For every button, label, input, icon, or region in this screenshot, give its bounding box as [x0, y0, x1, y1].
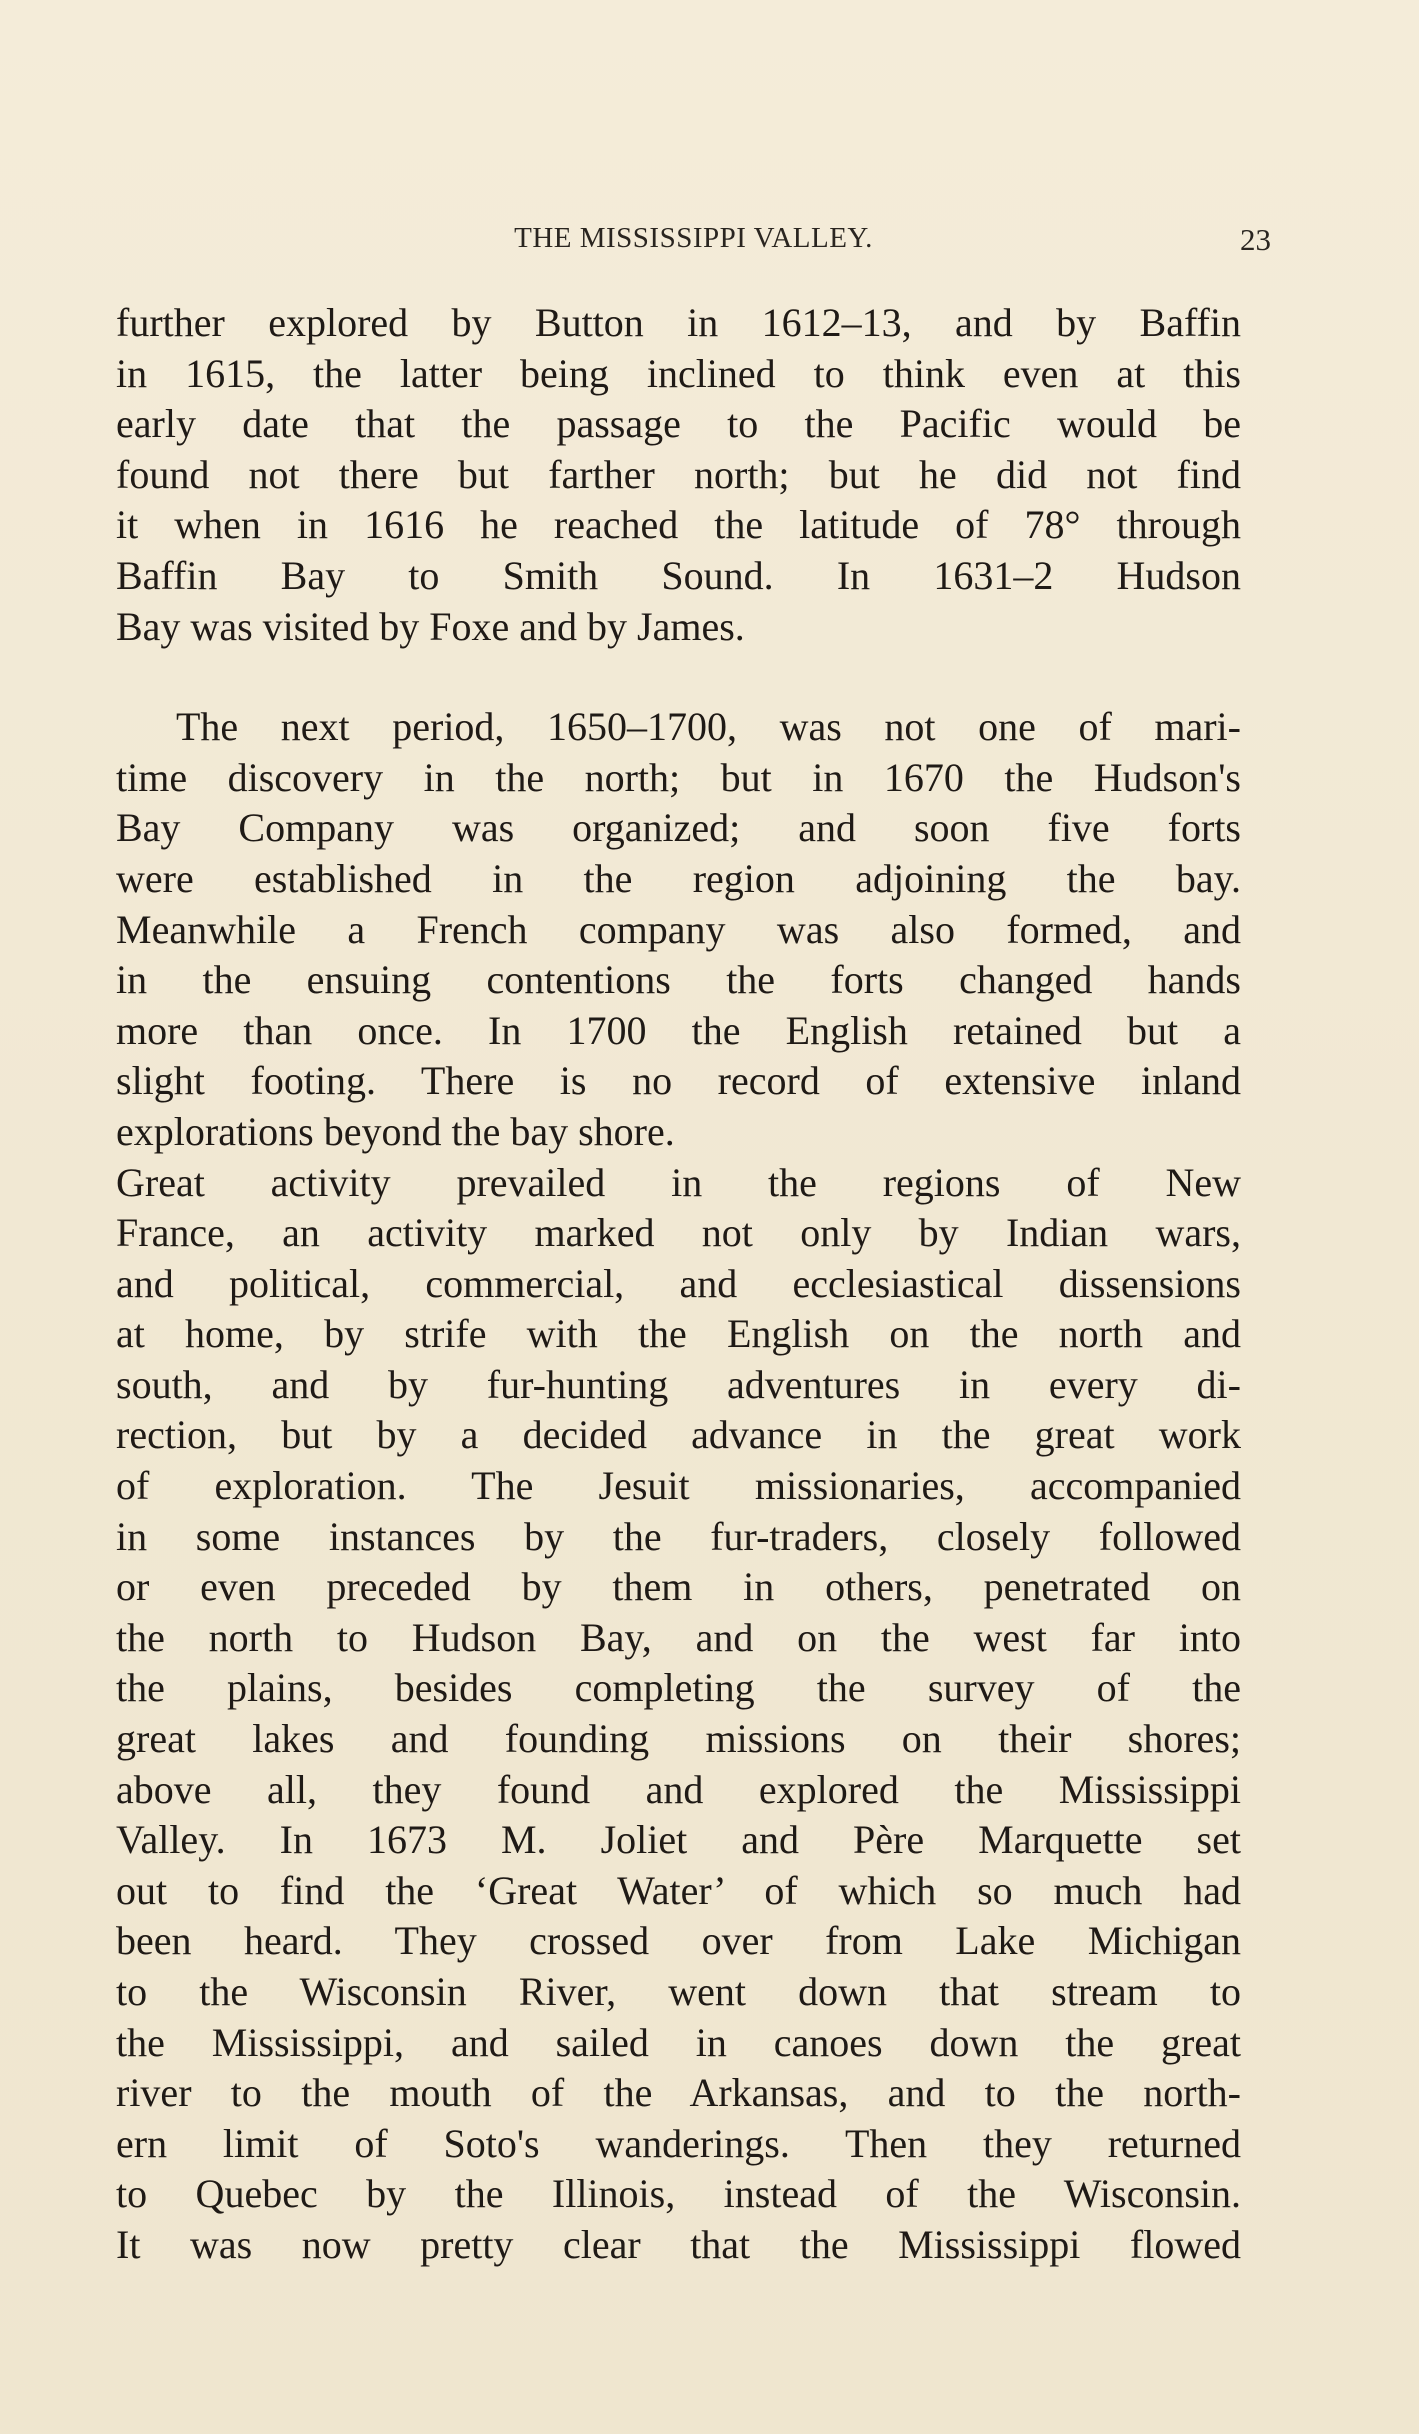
text-line: were established in the region adjoining the bay.	[116, 855, 1241, 901]
text-line: more than once. In 1700 the English retained but a	[116, 1007, 1241, 1053]
text-line: rection, but by a decided advance in the great work	[116, 1412, 1241, 1458]
running-head: THE MISSISSIPPI VALLEY.	[514, 222, 873, 254]
text-line: out to find the ‘Great Water’ of which so much had	[116, 1867, 1241, 1913]
paragraph-3	[116, 1158, 1241, 2271]
text-line: Great activity prevailed in the regions of New	[116, 1159, 1241, 1205]
paragraph-2	[116, 702, 1241, 1157]
paragraph-gap	[116, 652, 1241, 702]
text-line: The next period, 1650–1700, was not one of mari-	[176, 704, 1241, 750]
text-line: above all, they found and explored the Mississippi	[116, 1766, 1241, 1812]
text-line: It was now pretty clear that the Mississippi flowed	[116, 2221, 1241, 2267]
text-line: explorations beyond the bay shore.	[116, 1108, 675, 1154]
text-line: of exploration. The Jesuit missionaries, accompanied	[116, 1463, 1241, 1509]
text-line: found not there but farther north; but he did not find	[116, 451, 1241, 497]
text-line: Valley. In 1673 M. Joliet and Père Marquette set	[116, 1817, 1241, 1863]
text-line: Baffin Bay to Smith Sound. In 1631–2 Hudson	[116, 552, 1241, 598]
text-line: time discovery in the north; but in 1670 the Hudson's	[116, 754, 1241, 800]
paragraph-1	[116, 298, 1241, 652]
text-line: early date that the passage to the Pacific would be	[116, 401, 1241, 447]
text-line: Meanwhile a French company was also formed, and	[116, 906, 1241, 952]
text-line: at home, by strife with the English on the north and	[116, 1311, 1241, 1357]
text-line: ern limit of Soto's wanderings. Then they returned	[116, 2120, 1241, 2166]
text-line: great lakes and founding missions on their shores;	[116, 1716, 1241, 1762]
text-line: the Mississippi, and sailed in canoes down the great	[116, 2019, 1241, 2065]
text-line: south, and by fur-hunting adventures in every di-	[116, 1361, 1241, 1407]
text-line: in the ensuing contentions the forts changed hands	[116, 957, 1241, 1003]
text-line: or even preceded by them in others, penetrated on	[116, 1564, 1241, 1610]
text-line: it when in 1616 he reached the latitude of 78° through	[116, 502, 1241, 548]
text-line: to Quebec by the Illinois, instead of the Wisconsin.	[116, 2171, 1241, 2217]
text-line: the plains, besides completing the survey of the	[116, 1665, 1241, 1711]
text-line: the north to Hudson Bay, and on the west far into	[116, 1614, 1241, 1660]
text-line: and political, commercial, and ecclesiastical dissensions	[116, 1260, 1241, 1306]
text-line: river to the mouth of the Arkansas, and to the north-	[116, 2070, 1241, 2116]
text-line: further explored by Button in 1612–13, and by Baffin	[116, 300, 1241, 345]
text-line: France, an activity marked not only by Indian wars,	[116, 1210, 1241, 1256]
body-text	[116, 298, 1241, 2271]
text-line: in 1615, the latter being inclined to think even at this	[116, 350, 1241, 396]
page-header	[116, 222, 1271, 262]
text-line: Bay Company was organized; and soon five forts	[116, 805, 1241, 851]
text-line: been heard. They crossed over from Lake Michigan	[116, 1918, 1241, 1964]
text-line: in some instances by the fur-traders, closely followed	[116, 1513, 1241, 1559]
text-line: to the Wisconsin River, went down that stream to	[116, 1969, 1241, 2014]
text-line: slight footing. There is no record of extensive inland	[116, 1058, 1241, 1104]
page-number: 23	[1240, 222, 1271, 257]
text-line: Bay was visited by Foxe and by James.	[116, 603, 745, 649]
